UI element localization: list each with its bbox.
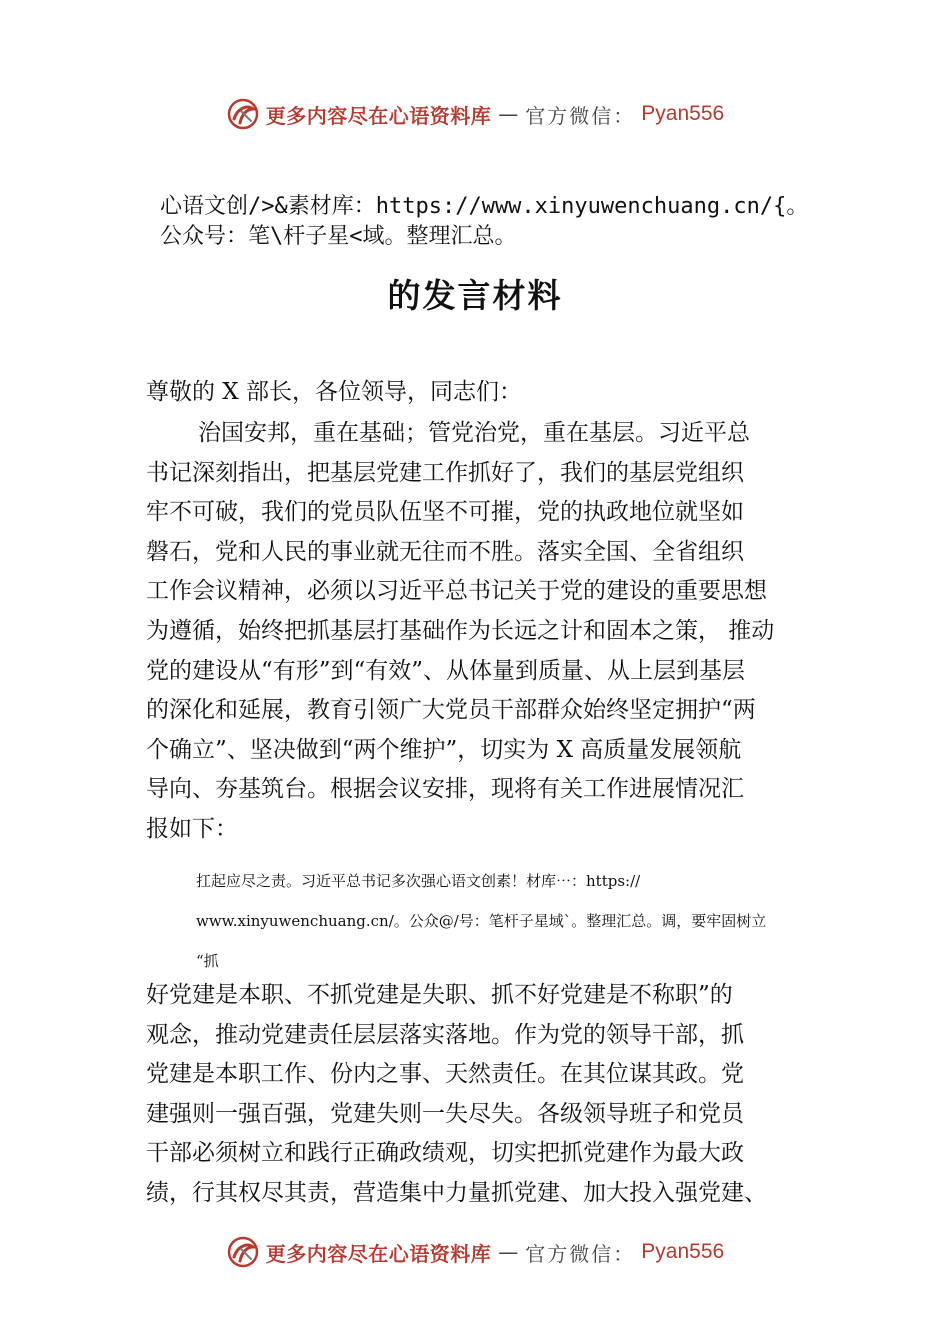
text-line: 工作会议精神，必须以习近平总书记关于党的建设的重要思想	[146, 578, 767, 605]
inserted-note-block	[196, 866, 836, 986]
text-line: 牢不可破，我们的党员队伍坚不可摧，党的执政地位就坚如	[146, 499, 744, 526]
text-line: 的深化和延展，教育引领广大党员干部群众始终坚定拥护“两	[146, 697, 756, 724]
salutation: 尊敬的 X 部长，各位领导，同志们：	[146, 379, 522, 405]
header-note-line: 公众号：笔\杆子星<域。整理汇总。	[160, 224, 517, 249]
text-line: 报如下：	[146, 815, 238, 842]
paragraph-responsibility	[146, 976, 826, 1214]
watermark-dash: —	[498, 1240, 519, 1264]
text-line: 导向、夯基筑台。根据会议安排，现将有关工作进展情况汇	[146, 776, 744, 803]
header-note	[160, 192, 920, 252]
text-line: 个确立”、坚决做到“两个维护”，切实为 X 高质量发展领航	[146, 736, 742, 763]
text-line: 书记深刻指出，把基层党建工作抓好了，我们的基层党组织	[146, 459, 744, 486]
watermark-header	[0, 94, 950, 134]
text-line: 为遵循，始终把抓基层打基础作为长远之计和固本之策， 推动	[146, 617, 775, 644]
text-line: 好党建是本职、不抓党建是失职、抓不好党建是不称职”的	[146, 982, 733, 1008]
text-line: 磐石，党和人民的事业就无往而不胜。落实全国、全省组织	[146, 538, 744, 565]
text-line: 党建是本职工作、份内之事、天然责任。在其位谋其政。党	[146, 1061, 744, 1088]
text-line: 观念，推动党建责任层层落实落地。作为党的领导干部，抓	[146, 1021, 744, 1048]
watermark-official-label: 官方微信：	[525, 103, 636, 128]
watermark-dash: —	[498, 102, 519, 126]
text-line: 建强则一强百强，党建失则一失尽失。各级领导班子和党员	[146, 1100, 744, 1127]
page-title: 的发言材料	[387, 276, 563, 315]
watermark-wechat-id: Pyan556	[641, 102, 725, 125]
small-text-line: 扛起应尽之责。习近平总书记多次强心语文创素！材库⋯：https://	[196, 872, 641, 890]
brush-swirl-icon	[226, 97, 260, 131]
text-line: 党的建设从“有形”到“有效”、从体量到质量、从上层到基层	[146, 657, 746, 684]
brush-swirl-icon	[226, 1235, 260, 1269]
watermark-official-label: 官方微信：	[525, 1241, 636, 1266]
text-line: 治国安邦，重在基础；管党治党，重在基层。习近平总	[198, 420, 750, 446]
text-line: 绩，行其权尽其责，营造集中力量抓党建、加大投入强党建、	[146, 1179, 767, 1206]
watermark-wechat-id: Pyan556	[641, 1240, 725, 1263]
paragraph-intro	[146, 414, 826, 850]
watermark-brand-text: 更多内容尽在心语资料库	[265, 1241, 492, 1266]
watermark-brand-text: 更多内容尽在心语资料库	[265, 103, 492, 128]
text-line: 干部必须树立和践行正确政绩观，切实把抓党建作为最大政	[146, 1140, 744, 1167]
small-text-line: “抓	[196, 952, 219, 970]
watermark-footer	[0, 1232, 950, 1272]
header-note-line: 心语文创/>&素材库：https://www.xinyuwenchuang.cn/{。	[160, 194, 809, 219]
small-text-line: www.xinyuwenchuang.cn/。公众@/号：笔杆子星域`。整理汇总。调，要牢固树立	[196, 912, 767, 930]
